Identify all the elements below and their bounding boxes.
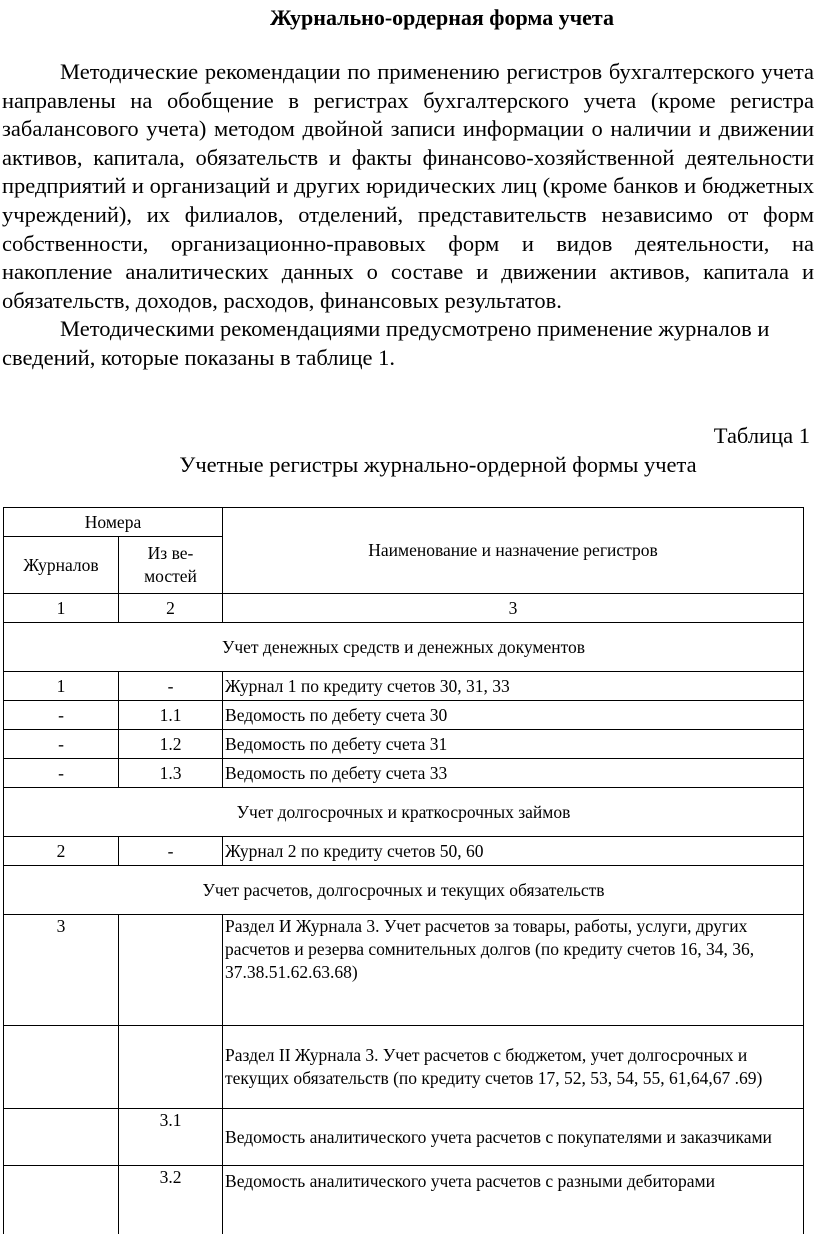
name-cell: Журнал 1 по кредиту счетов 30, 31, 33 [223,672,804,701]
journal-cell: 2 [4,837,119,866]
name-cell: Журнал 2 по кредиту счетов 50, 60 [223,837,804,866]
table-row [4,1109,804,1166]
table-caption: Учетные регистры журнально-ордерной формы учета [179,452,697,477]
statement-cell: 3.1 [119,1109,223,1166]
table-row [4,1026,804,1109]
statement-cell: 1.3 [119,759,223,788]
name-cell: Раздел II Журнала 3. Учет расчетов с бюджетом, учет долгосрочных и текущих обязательств (по кредиту счетов 17, 52, 53, 54, 55, 61,64,67 .69) [223,1026,804,1109]
table-row [4,730,804,759]
journal-cell: - [4,730,119,759]
statement-cell [119,1026,223,1109]
name-cell: Раздел И Журнала 3. Учет расчетов за товары, работы, услуги, других расчетов и резерва сомнительных долгов (по кредиту счетов 16, 34, 36, 37.38.51.62.63.68) [223,915,804,1026]
header-numbers: Номера [4,508,223,537]
section-row [4,623,804,672]
section-title: Учет расчетов, долгосрочных и текущих обязательств [4,866,804,915]
statement-cell: 3.2 [119,1166,223,1235]
body-text [2,58,814,373]
table-row [4,915,804,1026]
header-name: Наименование и назначение регистров [223,508,804,594]
table-number: Таблица 1 [713,423,810,448]
journal-cell: - [4,759,119,788]
journal-cell: 1 [4,672,119,701]
table-header-row [4,508,804,537]
paragraph-2: Методическими рекомендациями предусмотрено применение журналов и сведений, которые показаны в таблице 1. [2,316,770,370]
journal-cell: - [4,701,119,730]
statement-cell [119,915,223,1026]
column-number: 3 [223,594,804,623]
table-row [4,701,804,730]
name-cell: Ведомость аналитического учета расчетов с покупателями и заказчиками [223,1109,804,1166]
paragraph-1: Методические рекомендации по применению регистров бухгалтерского учета направлены на обобщение в регистрах бухгалтерского учета (кроме регистра забалансового учета) методом двойной записи информации о наличии и движении активов, капитала, обязательств и факты финансово-хозяйственной деятельности предприятий и организаций и других юридических лиц (кроме банков и бюджетных учреждений), их филиалов, отделений, представительств независимо от форм собственности, организационно-правовых форм и видов деятельности, на накопление аналитических данных о составе и движении активов, капитала и обязательств, доходов, расходов, финансовых результатов. [2,59,814,313]
page-title: Журнально-ордерная форма учета [269,5,615,30]
name-cell: Ведомость по дебету счета 31 [223,730,804,759]
registers-table [3,507,804,1234]
statement-cell: 1.1 [119,701,223,730]
section-title: Учет долгосрочных и краткосрочных займов [4,788,804,837]
statement-cell: 1.2 [119,730,223,759]
header-journals: Журналов [4,537,119,594]
column-number: 1 [4,594,119,623]
statement-cell: - [119,837,223,866]
name-cell: Ведомость аналитического учета расчетов с разными дебиторами [223,1166,804,1235]
journal-cell [4,1026,119,1109]
name-cell: Ведомость по дебету счета 30 [223,701,804,730]
section-row [4,788,804,837]
table-row [4,672,804,701]
section-row [4,866,804,915]
name-cell: Ведомость по дебету счета 33 [223,759,804,788]
column-numbers-row [4,594,804,623]
journal-cell: 3 [4,915,119,1026]
column-number: 2 [119,594,223,623]
table-row [4,759,804,788]
table-row [4,1166,804,1235]
journal-cell [4,1109,119,1166]
statement-cell: - [119,672,223,701]
journal-cell [4,1166,119,1235]
header-statements: Из ве- мостей [119,537,223,594]
table-row [4,837,804,866]
section-title: Учет денежных средств и денежных документов [4,623,804,672]
